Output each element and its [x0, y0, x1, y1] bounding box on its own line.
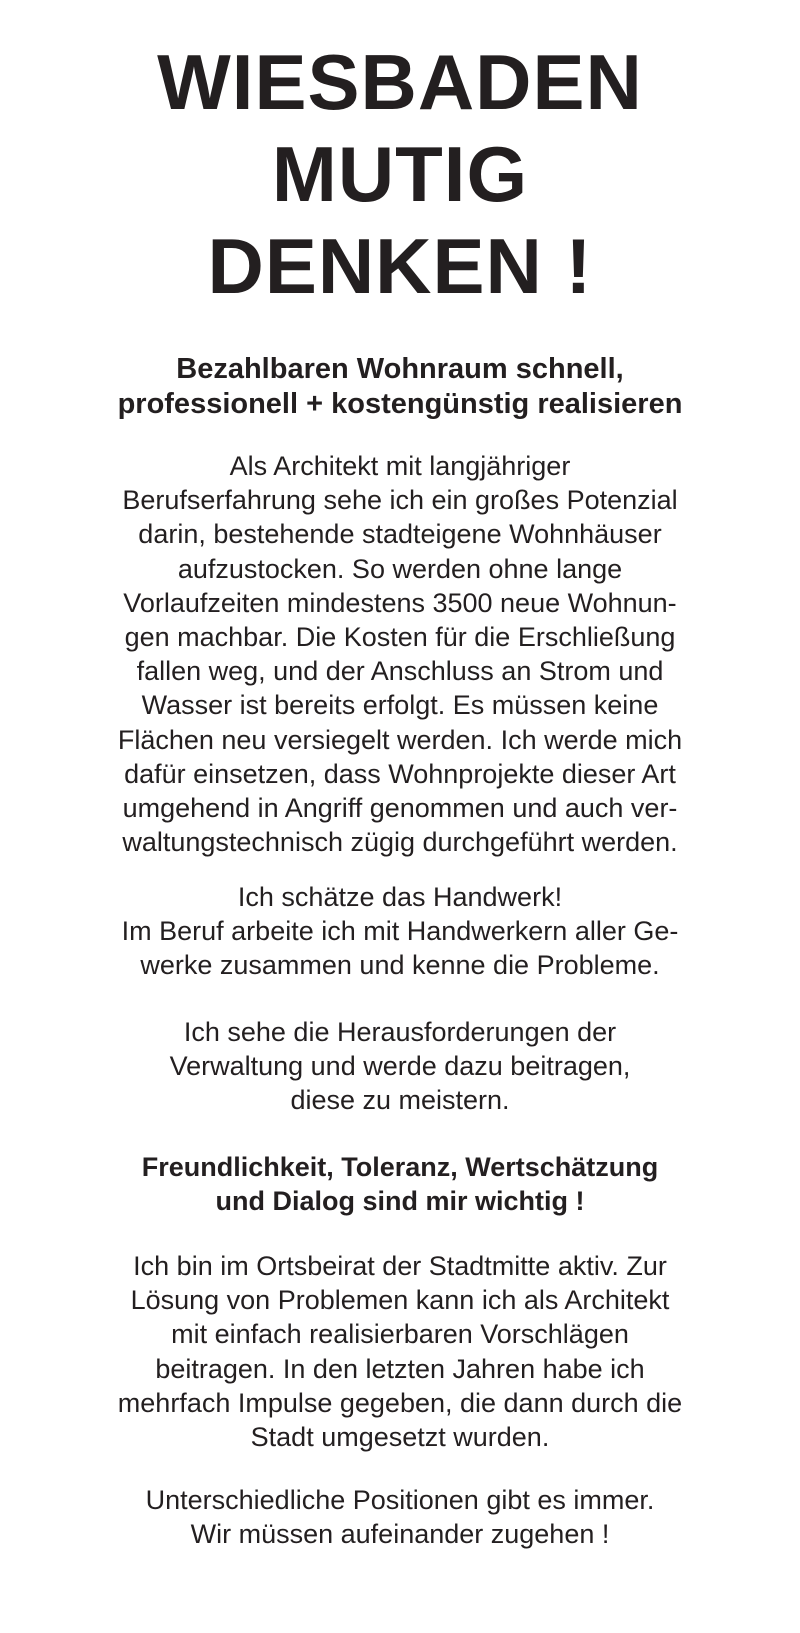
paragraph-line: darin, bestehende stadteigene Wohnhäuser — [138, 519, 662, 550]
paragraph-line: dafür einsetzen, dass Wohnprojekte dieser Art — [124, 758, 676, 789]
paragraph-line: Unterschiedliche Positionen gibt es immer. — [145, 1485, 655, 1515]
paragraph-line: Ich schätze das Handwerk! — [237, 882, 563, 912]
subheadline-line: professionell + kostengünstig realisieren — [117, 388, 683, 420]
paragraph-line: Stadt umgesetzt wurden. — [250, 1422, 550, 1453]
paragraph-line: beitragen. In den letzten Jahren habe ich — [155, 1353, 645, 1384]
paragraph-line: Vorlaufzeiten mindestens 3500 neue Wohnun- — [123, 587, 677, 618]
subheadline-line: Bezahlbaren Wohnraum schnell, — [176, 353, 624, 385]
headline-line: DENKEN ! — [207, 222, 593, 310]
paragraph-line: waltungstechnisch zügig durchgeführt werden. — [122, 827, 678, 858]
paragraph-ortsbeirat — [0, 1249, 800, 1454]
paragraph-line: diese zu meistern. — [290, 1085, 510, 1116]
paragraph-line: Flächen neu versiegelt werden. Ich werde mich — [117, 724, 683, 755]
subheadline — [0, 352, 800, 422]
paragraph-line: Als Architekt mit langjähriger — [229, 451, 571, 481]
paragraph-handwerk — [0, 880, 800, 983]
paragraph-architect — [0, 449, 800, 859]
values-statement — [0, 1150, 800, 1218]
paragraph-verwaltung — [0, 1015, 800, 1118]
paragraph-line: Wir müssen aufeinander zugehen ! — [190, 1519, 610, 1550]
paragraph-line: mehrfach Impulse gegeben, die dann durch die — [117, 1387, 683, 1418]
closing-statement — [0, 1483, 800, 1551]
paragraph-line: Verwaltung und werde dazu beitragen, — [169, 1051, 631, 1082]
paragraph-line: aufzustocken. So werden ohne lange — [177, 553, 623, 584]
paragraph-line: Im Beruf arbeite ich mit Handwerkern aller Ge- — [121, 916, 679, 947]
paragraph-line: fallen weg, und der Anschluss an Strom und — [136, 656, 664, 687]
values-line: und Dialog sind mir wichtig ! — [215, 1186, 585, 1216]
paragraph-line: Lösung von Problemen kann ich als Architekt — [130, 1285, 670, 1316]
paragraph-line: gen machbar. Die Kosten für die Erschließung — [124, 622, 676, 653]
paragraph-line: werke zusammen und kenne die Probleme. — [140, 950, 660, 981]
paragraph-line: umgehend in Angriff genommen und auch ver- — [122, 793, 678, 824]
headline — [0, 36, 800, 312]
paragraph-line: Ich sehe die Herausforderungen der — [183, 1017, 617, 1047]
values-line: Freundlichkeit, Toleranz, Wertschätzung — [141, 1152, 659, 1182]
paragraph-line: Wasser ist bereits erfolgt. Es müssen keine — [141, 690, 659, 721]
headline-line: WIESBADEN — [157, 38, 643, 126]
headline-line: MUTIG — [271, 130, 529, 218]
paragraph-line: Berufserfahrung sehe ich ein großes Potenzial — [122, 485, 678, 516]
paragraph-line: Ich bin im Ortsbeirat der Stadtmitte aktiv. Zur — [133, 1251, 667, 1281]
paragraph-line: mit einfach realisierbaren Vorschlägen — [171, 1319, 629, 1350]
